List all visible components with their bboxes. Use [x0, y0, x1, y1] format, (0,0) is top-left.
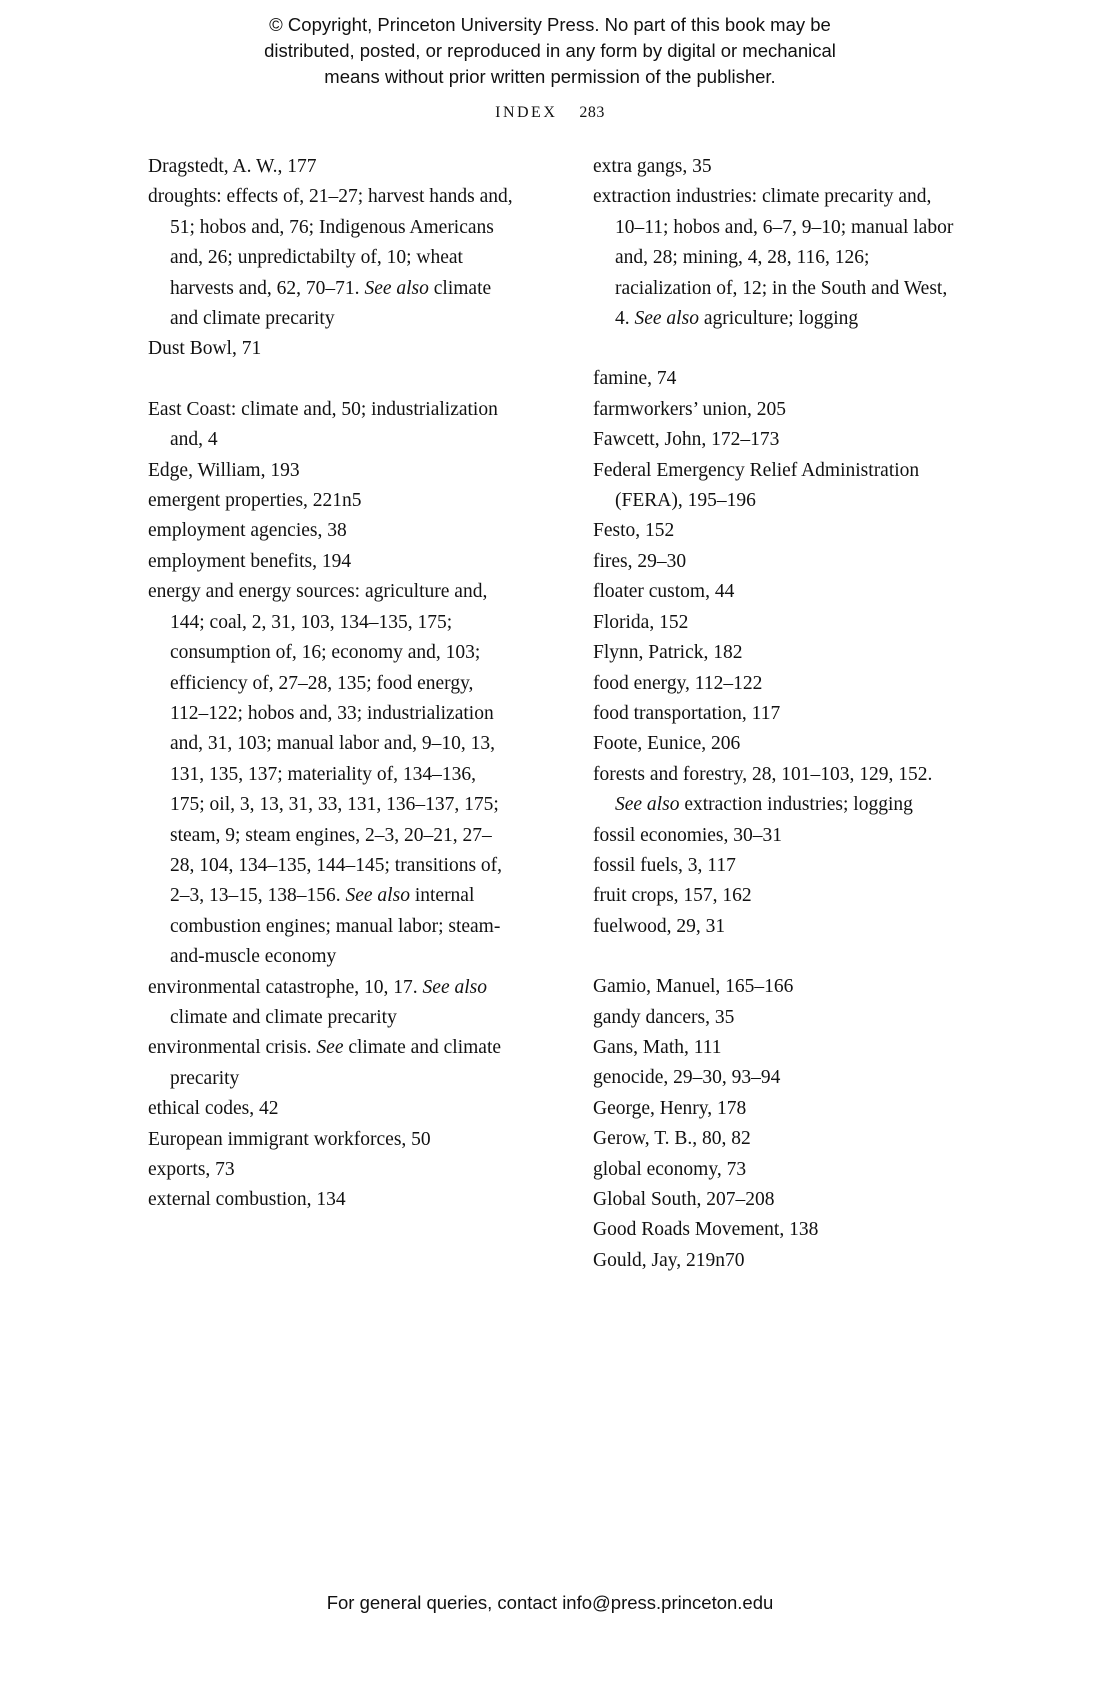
- group-separator: [148, 365, 513, 395]
- index-entry: fossil fuels, 3, 117: [593, 854, 736, 876]
- index-entry: Federal Emergency Relief Administration (FERA), 195–196: [593, 459, 920, 512]
- index-entry: external combustion, 134: [148, 1189, 346, 1211]
- copyright-line-1: © Copyright, Princeton University Press. No part of this book may be: [269, 14, 831, 35]
- index-entry: Festo, 152: [593, 520, 675, 542]
- index-entry: Global South, 207–208: [593, 1189, 775, 1210]
- index-entry: genocide, 29–30, 93–94: [593, 1067, 781, 1089]
- index-entry: floater custom, 44: [593, 581, 735, 603]
- index-entry: Gould, Jay, 219n70: [593, 1249, 745, 1271]
- index-entry: fuelwood, 29, 31: [593, 915, 726, 937]
- index-entry: ethical codes, 42: [148, 1098, 279, 1120]
- group-separator: [593, 334, 958, 364]
- index-entry: Foote, Eunice, 206: [593, 733, 741, 755]
- index-entry: exports, 73: [148, 1159, 235, 1180]
- index-entry: Good Roads Movement, 138: [593, 1219, 819, 1241]
- index-entry: George, Henry, 178: [593, 1097, 747, 1119]
- index-entry: environmental crisis. See climate and climate precarity: [148, 1037, 502, 1089]
- index-entry: employment agencies, 38: [148, 520, 347, 542]
- index-entry: forests and forestry, 28, 101–103, 129, 152. See also extraction industries; logging: [593, 763, 933, 816]
- index-entry: fossil economies, 30–31: [593, 824, 783, 846]
- index-entry: Dust Bowl, 71: [148, 338, 262, 360]
- index-columns: [148, 152, 958, 1276]
- index-entry: employment benefits, 194: [148, 550, 352, 572]
- index-entry: famine, 74: [593, 368, 677, 390]
- footer-note: For general queries, contact info@press.princeton.edu: [326, 1592, 774, 1613]
- group-separator: [593, 942, 958, 972]
- index-entry: Dragstedt, A. W., 177: [148, 156, 317, 177]
- index-entry: environmental catastrophe, 10, 17. See also climate and climate precarity: [148, 976, 487, 1028]
- index-entry: European immigrant workforces, 50: [148, 1128, 431, 1150]
- index-entry: gandy dancers, 35: [593, 1006, 735, 1028]
- index-column-right: [593, 152, 958, 1276]
- index-entry: Gamio, Manuel, 165–166: [593, 976, 794, 998]
- running-head: [0, 104, 1100, 122]
- index-entry: food transportation, 117: [593, 702, 781, 724]
- index-entry: global economy, 73: [593, 1158, 747, 1180]
- running-head-label: INDEX: [495, 104, 558, 121]
- copyright-notice: [0, 12, 1100, 90]
- index-entry: extra gangs, 35: [593, 156, 712, 177]
- index-entry: Gerow, T. B., 80, 82: [593, 1128, 751, 1150]
- index-entry: droughts: effects of, 21–27; harvest hands and, 51; hobos and, 76; Indigenous Americans and, 26; unpredictabilty of, 10; wheat harvests and, 62, 70–71. See also climate and climate precarity: [148, 186, 513, 330]
- index-entry: extraction industries: climate precarity and, 10–11; hobos and, 6–7, 9–10; manual labor and, 28; mining, 4, 28, 116, 126; racialization of, 12; in the South and West, 4. See also agriculture; logging: [593, 186, 954, 330]
- index-entry: Flynn, Patrick, 182: [593, 642, 743, 664]
- index-entry: fires, 29–30: [593, 550, 687, 572]
- copyright-line-3: means without prior written permission of the publisher.: [324, 66, 776, 87]
- index-entry: fruit crops, 157, 162: [593, 885, 752, 907]
- copyright-line-2: distributed, posted, or reproduced in any form by digital or mechanical: [264, 40, 836, 61]
- index-column-left: [148, 152, 513, 1276]
- index-entry: energy and energy sources: agriculture and, 144; coal, 2, 31, 103, 134–135, 175; consumption of, 16; economy and, 103; efficiency of, 27–28, 135; food energy, 112–122; hobos and, 33; industrialization and, 31, 103; manual labor and, 9–10, 13, 131, 135, 137; materiality of, 134–136, 175; oil, 3, 13, 31, 33, 131, 136–137, 175; steam, 9; steam engines, 2–3, 20–21, 27–28, 104, 134–135, 144–145; transitions of, 2–3, 13–15, 138–156. See also internal combustion engines; manual labor; steam-and-muscle economy: [148, 581, 503, 968]
- index-entry: Edge, William, 193: [148, 459, 300, 481]
- page-number: 283: [579, 104, 605, 121]
- index-entry: Florida, 152: [593, 611, 689, 633]
- index-entry: Fawcett, John, 172–173: [593, 429, 780, 451]
- index-entry: emergent properties, 221n5: [148, 490, 362, 512]
- index-entry: farmworkers’ union, 205: [593, 398, 786, 420]
- index-entry: food energy, 112–122: [593, 672, 763, 694]
- index-entry: Gans, Math, 111: [593, 1036, 722, 1058]
- index-entry: East Coast: climate and, 50; industrialization and, 4: [148, 398, 498, 451]
